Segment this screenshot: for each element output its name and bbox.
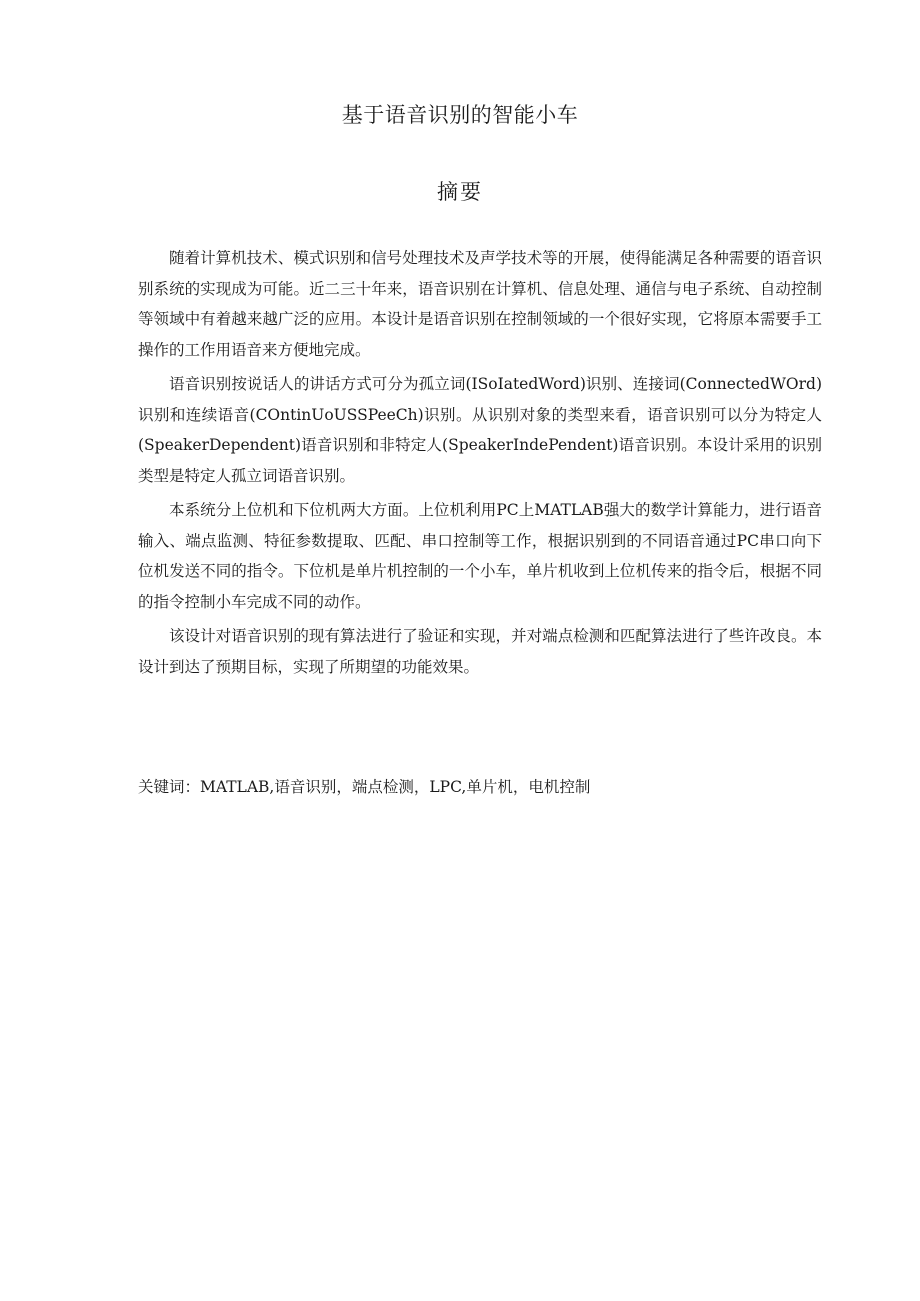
keywords-line: 关键词：MATLAB,语音识别，端点检测，LPC,单片机，电机控制 — [138, 778, 591, 796]
document-title: 基于语音识别的智能小车 — [341, 103, 579, 127]
abstract-paragraph-4: 该设计对语音识别的现有算法进行了验证和实现，并对端点检测和匹配算法进行了些许改良。本设计到达了预期目标，实现了所期望的功能效果。 — [138, 627, 822, 676]
abstract-heading: 摘要 — [437, 180, 483, 204]
abstract-paragraph-1: 随着计算机技术、模式识别和信号处理技术及声学技术等的开展，使得能满足各种需要的语音识别系统的实现成为可能。近二三十年来，语音识别在计算机、信息处理、通信与电子系统、自动控制等领域中有着越来越广泛的应用。本设计是语音识别在控制领域的一个很好实现，它将原本需要手工操作的工作用语音来方便地完成。 — [138, 249, 822, 359]
abstract-paragraph-2: 语音识别按说话人的讲话方式可分为孤立词(ISoIatedWord)识别、连接词(ConnectedWOrd)识别和连续语音(COntinUoUSSPeeCh)识别。从识别对象的类型来看，语音识别可以分为特定人(SpeakerDependent)语音识别和非特定人(SpeakerIndePendent)语音识别。本设计采用的识别类型是特定人孤立词语音识别。 — [138, 375, 822, 485]
abstract-body — [138, 243, 822, 686]
abstract-paragraph-3: 本系统分上位机和下位机两大方面。上位机利用PC上MATLAB强大的数学计算能力，进行语音输入、端点监测、特征参数提取、匹配、串口控制等工作，根据识别到的不同语音通过PC串口向下位机发送不同的指令。下位机是单片机控制的一个小车，单片机收到上位机传来的指令后，根据不同的指令控制小车完成不同的动作。 — [138, 501, 822, 611]
